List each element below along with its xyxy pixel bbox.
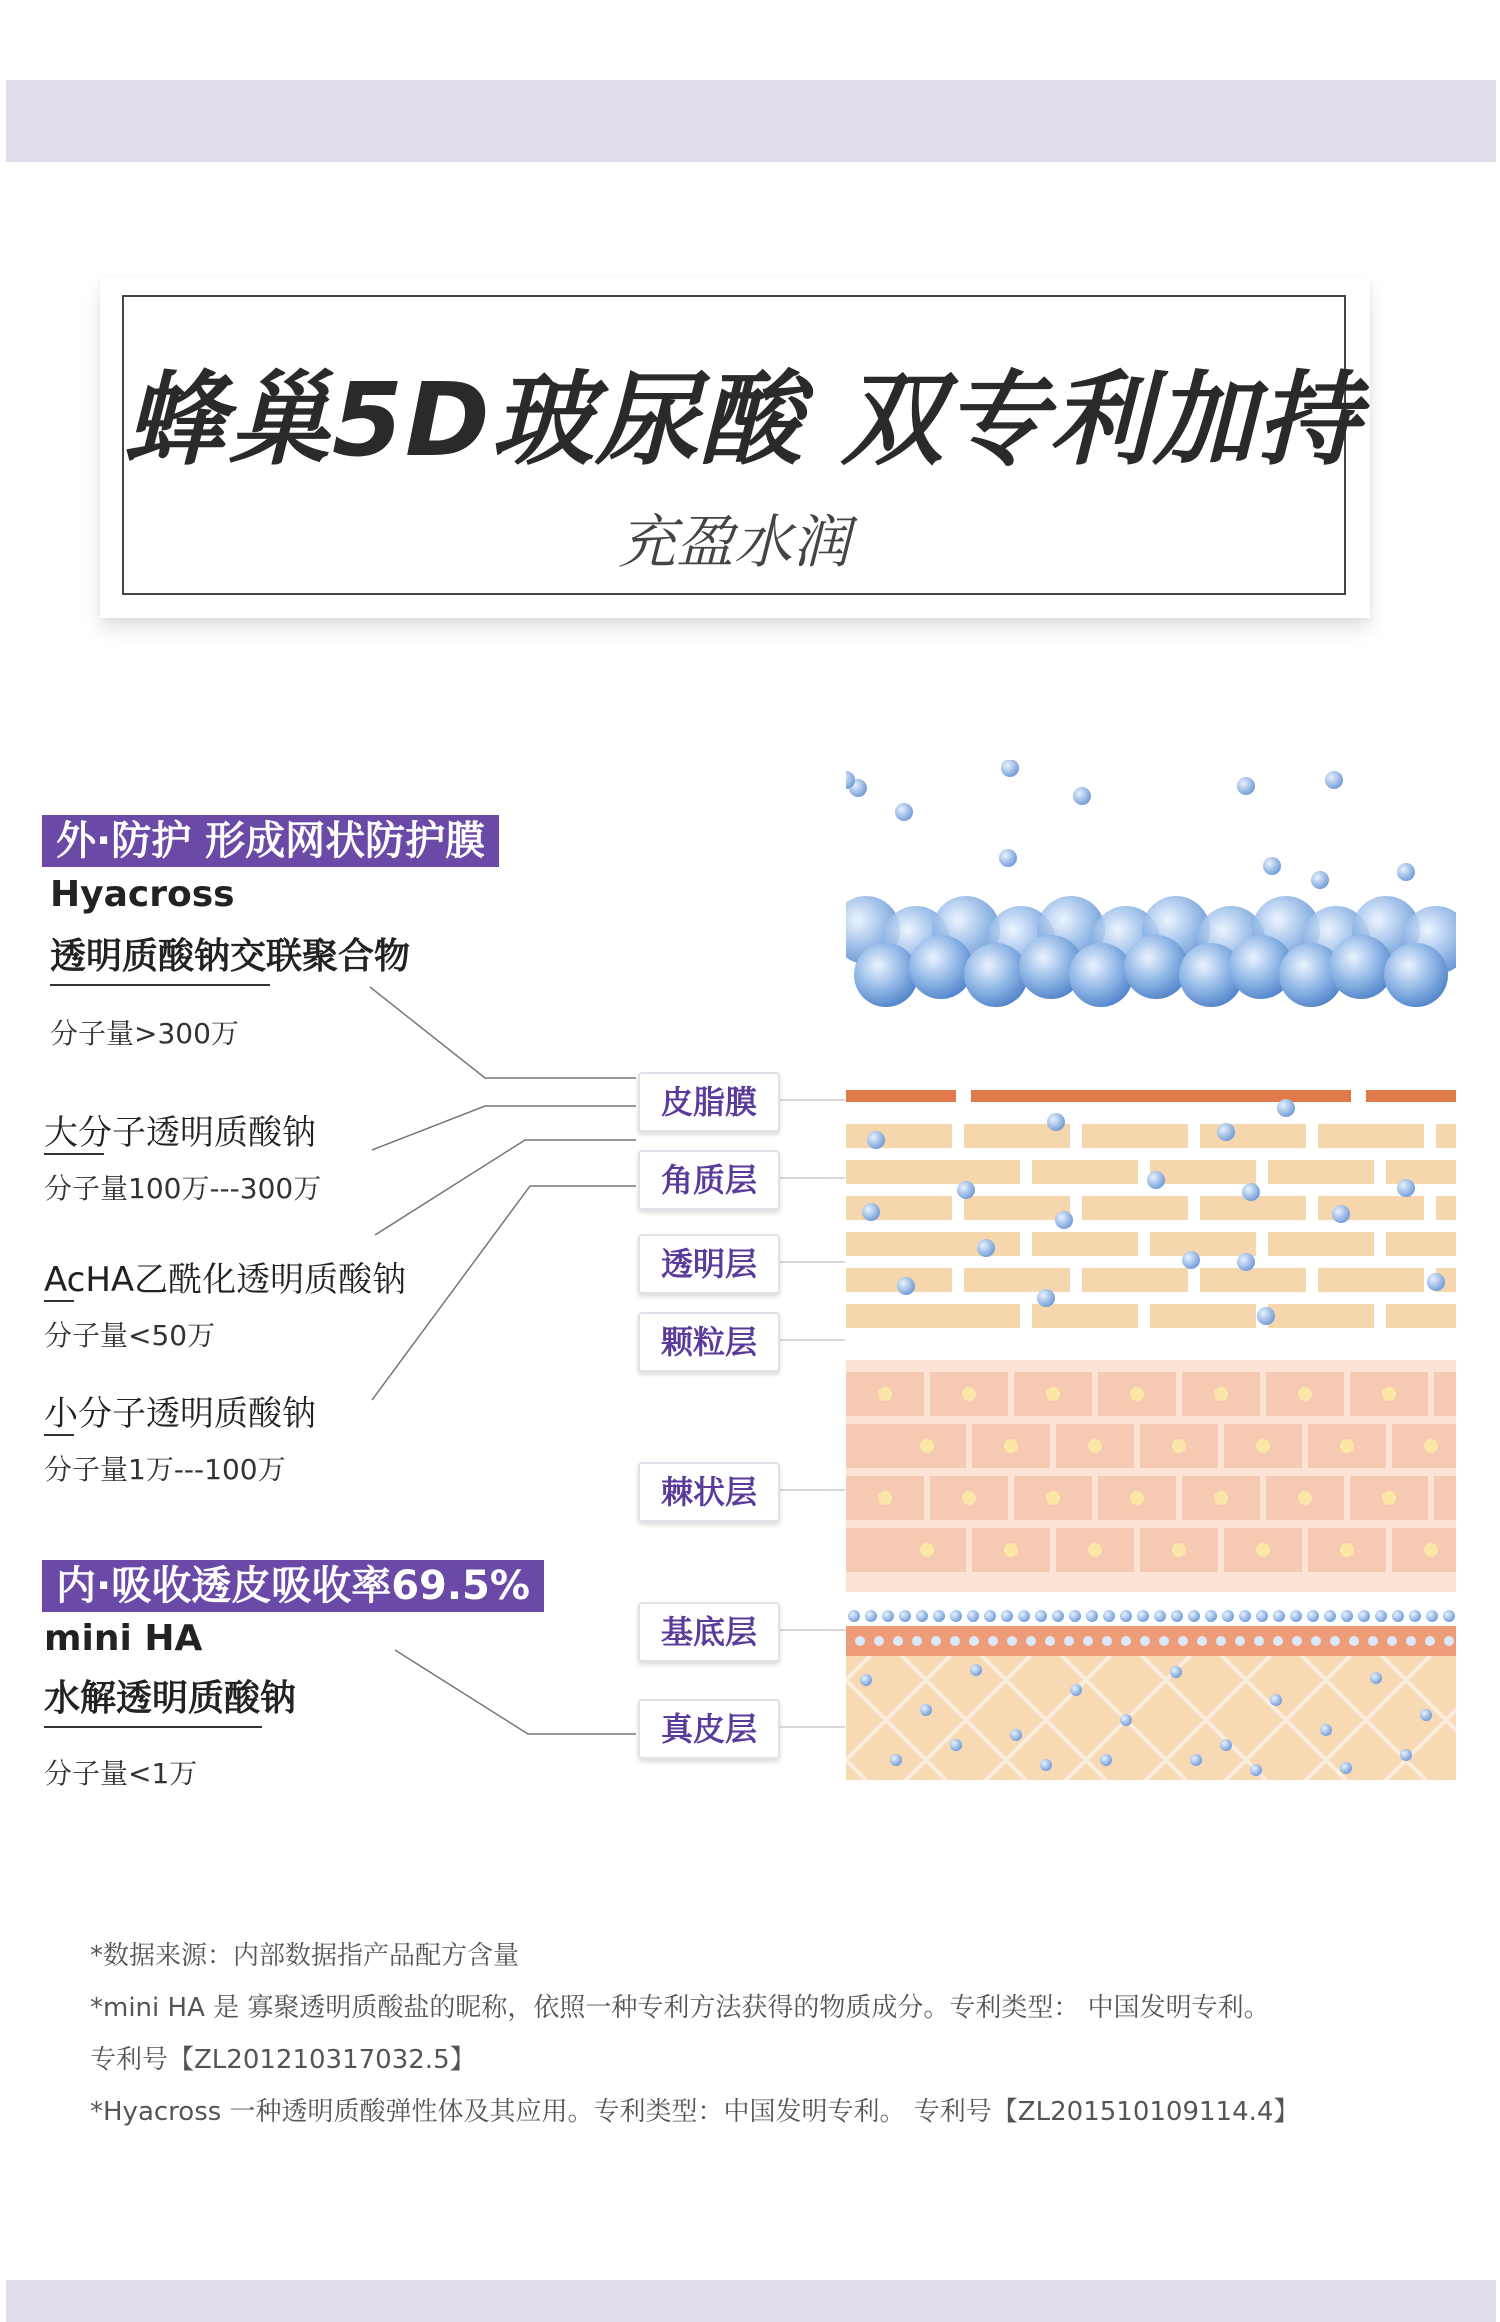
sebum-strip [846,1090,956,1102]
molecule-dot [920,1704,932,1716]
brick [914,1160,1020,1184]
basal-dot [1235,1636,1245,1646]
molecule-dot [862,1203,880,1221]
basal-dot [1154,1610,1166,1622]
ha-bubble [854,943,918,1007]
molecule-dot [1047,1113,1065,1131]
basal-dot [1103,1610,1115,1622]
basal-dot [1256,1610,1268,1622]
molecule-dot [860,1674,872,1686]
large-ha-weight: 分子量100万---300万 [44,1172,322,1205]
page-title: 蜂巢5D玻尿酸 双专利加持 [124,361,1362,480]
brick [1318,1268,1424,1292]
layer-label-sebum: 皮脂膜 [638,1072,780,1132]
basal-dot [1387,1636,1397,1646]
outer-section-tag: 外·防护 形成网状防护膜 [42,815,499,867]
brick [1032,1160,1138,1184]
brick [1386,1160,1456,1184]
acha-name: AcHA乙酰化透明质酸钠 [44,1260,407,1300]
molecule-dot [1220,1739,1232,1751]
layer-label-stratum-basale: 基底层 [638,1602,780,1662]
basal-dot [1121,1636,1131,1646]
brick [846,1196,952,1220]
basal-dot [1324,1610,1336,1622]
small-ha-weight: 分子量1万---100万 [44,1453,286,1486]
basal-dot [950,1636,960,1646]
ha-bubble [1069,943,1133,1007]
basal-dot [1120,1610,1132,1622]
cell-nucleus [920,1439,934,1453]
basal-dot [855,1636,865,1646]
basal-dot [1425,1636,1435,1646]
basal-dot [1052,1610,1064,1622]
molecule-dot [1147,1171,1165,1189]
brick [1032,1304,1138,1328]
molecule-dot [1037,1289,1055,1307]
brick [1200,1124,1306,1148]
hyacross-cn-name: 透明质酸钠交联聚合物 [50,936,411,977]
cell-nucleus [1214,1491,1228,1505]
basal-dot [1330,1636,1340,1646]
cell-nucleus [1088,1543,1102,1557]
floating-molecules [846,760,1415,889]
cell-nucleus [1298,1491,1312,1505]
basal-dot [916,1610,928,1622]
cell-nucleus [1382,1387,1396,1401]
brick [1150,1232,1256,1256]
spinous-cell [1434,1372,1456,1416]
cell-nucleus [1256,1439,1270,1453]
cell-nucleus [1256,1543,1270,1557]
cell-nucleus [1172,1543,1186,1557]
basal-dot [1426,1610,1438,1622]
page-subtitle: 充盈水润 [617,508,850,576]
connector-line [372,1186,636,1400]
molecule-dot [1397,1179,1415,1197]
basal-dot [984,1610,996,1622]
molecule-dot [999,849,1017,867]
connector-line [370,987,636,1078]
cell-nucleus [878,1491,892,1505]
acha-weight: 分子量<50万 [44,1319,216,1352]
molecule-dot [1001,760,1019,777]
cell-nucleus [1340,1543,1354,1557]
basal-dot [1137,1610,1149,1622]
molecule-dot [1190,1754,1202,1766]
brick [1436,1196,1456,1220]
molecule-dot [1250,1764,1262,1776]
brick [1268,1160,1374,1184]
cell-nucleus [878,1387,892,1401]
basal-dot [1392,1610,1404,1622]
brick [1082,1196,1188,1220]
molecule-dot [1427,1273,1445,1291]
brick [964,1268,1070,1292]
basal-dot [882,1610,894,1622]
molecule-dot [1277,1099,1295,1117]
basal-dot [1086,1610,1098,1622]
basal-dot [1035,1610,1047,1622]
molecule-dot [1182,1251,1200,1269]
basal-dot [1273,1636,1283,1646]
cell-nucleus [1088,1439,1102,1453]
basal-dot [1102,1636,1112,1646]
basal-dot [1216,1636,1226,1646]
brick [1268,1304,1374,1328]
cell-nucleus [1340,1439,1354,1453]
brick [964,1196,1070,1220]
basal-dot [1443,1610,1455,1622]
molecule-dot [970,1664,982,1676]
basal-dot [1307,1610,1319,1622]
cell-nucleus [1424,1439,1438,1453]
basal-dot [1409,1610,1421,1622]
basal-dot [967,1610,979,1622]
basal-dot [1273,1610,1285,1622]
basal-dot [1197,1636,1207,1646]
basal-dot [1239,1610,1251,1622]
brick [1150,1304,1256,1328]
molecule-dot [897,1277,915,1295]
basal-dot [893,1636,903,1646]
brick [1268,1232,1374,1256]
connector-line [372,1106,636,1150]
molecule-dot [1170,1666,1182,1678]
molecule-dot [1320,1724,1332,1736]
molecule-dot [1070,1684,1082,1696]
sebum-strip [1366,1090,1456,1102]
basal-dot [1290,1610,1302,1622]
small-ha-name: 小分子透明质酸钠 [44,1394,316,1434]
inner-section-tag: 内·吸收透皮吸收率69.5% [42,1560,544,1612]
basal-dot [931,1636,941,1646]
mini-ha-name: mini HA [44,1618,203,1659]
cell-nucleus [920,1543,934,1557]
basal-dot [1375,1610,1387,1622]
molecule-dot [1270,1694,1282,1706]
molecule-dot [1242,1183,1260,1201]
basal-dot [1159,1636,1169,1646]
layer-label-dermis: 真皮层 [638,1699,780,1759]
ha-bubble [909,935,973,999]
molecule-dot [1040,1759,1052,1771]
brick [1436,1124,1456,1148]
cell-nucleus [1130,1491,1144,1505]
molecule-dot [1010,1729,1022,1741]
brick [1082,1124,1188,1148]
molecule-dot [1420,1709,1432,1721]
dermis-layer [846,1656,1456,1780]
large-ha-name: 大分子透明质酸钠 [44,1113,316,1153]
basal-dot [1311,1636,1321,1646]
basal-dot [1083,1636,1093,1646]
basal-dot [1045,1636,1055,1646]
cell-nucleus [962,1387,976,1401]
basal-dot [1007,1636,1017,1646]
basal-dot [874,1636,884,1646]
brick [1386,1232,1456,1256]
cell-nucleus [1130,1387,1144,1401]
basal-dot [1205,1610,1217,1622]
cell-nucleus [1004,1543,1018,1557]
ha-bubble [1384,943,1448,1007]
brick [1032,1232,1138,1256]
molecule-dot [1237,777,1255,795]
footnote-line: *mini HA 是 寡聚透明质酸盐的昵称，依照一种专利方法获得的物质成分。专利类型： 中国发明专利。 [90,1993,1270,2023]
cell-nucleus [962,1491,976,1505]
molecule-dot [1237,1253,1255,1271]
basal-dot [1292,1636,1302,1646]
molecule-dot [1340,1762,1352,1774]
cell-nucleus [1172,1439,1186,1453]
basal-dot [969,1636,979,1646]
molecule-dot [1120,1714,1132,1726]
cell-nucleus [1004,1439,1018,1453]
basal-dot [1349,1636,1359,1646]
basal-dot [1341,1610,1353,1622]
molecule-dot [1370,1672,1382,1684]
cell-nucleus [1046,1387,1060,1401]
basal-layer [846,1610,1456,1656]
ha-bubble [964,943,1028,1007]
brick [914,1232,1020,1256]
brick [1386,1304,1456,1328]
connector-line [395,1650,636,1734]
molecule-dot [957,1181,975,1199]
hyacross-weight: 分子量>300万 [50,1017,239,1050]
layer-label-stratum-spinosum: 棘状层 [638,1462,780,1522]
basal-dot [1140,1636,1150,1646]
basal-dot [1178,1636,1188,1646]
molecule-dot [1311,871,1329,889]
stratum-corneum-bricks [846,1099,1456,1328]
basal-dot [1018,1610,1030,1622]
basal-dot [933,1610,945,1622]
brick [914,1304,1020,1328]
molecule-dot [1217,1123,1235,1141]
basal-dot [1026,1636,1036,1646]
ha-bubble [1329,935,1393,999]
molecule-dot [1400,1749,1412,1761]
basal-dot [1444,1636,1454,1646]
basal-dot [950,1610,962,1622]
footnote-line: *数据来源：内部数据指产品配方含量 [90,1941,520,1971]
basal-dot [1188,1610,1200,1622]
connector-line [375,1140,636,1235]
molecule-dot [1332,1205,1350,1223]
skin-illustration [846,760,1456,1780]
sebum-strip [971,1090,1351,1102]
basal-dot [1171,1610,1183,1622]
basal-dot [1069,1610,1081,1622]
basal-dot [988,1636,998,1646]
mini-ha-cn-name: 水解透明质酸钠 [44,1678,297,1719]
footnotes [90,1930,1410,2138]
brick [846,1124,952,1148]
cell-nucleus [1046,1491,1060,1505]
basal-dot [1368,1636,1378,1646]
molecule-dot [1263,857,1281,875]
molecule-dot [1055,1211,1073,1229]
molecule-dot [895,803,913,821]
brick [1082,1268,1188,1292]
cell-nucleus [1298,1387,1312,1401]
basal-dot [1064,1636,1074,1646]
ha-bubble [1124,935,1188,999]
molecule-dot [1100,1754,1112,1766]
cell-nucleus [1382,1491,1396,1505]
molecule-dot [867,1131,885,1149]
hyacross-name: Hyacross [50,874,235,915]
molecule-dot [1257,1307,1275,1325]
ha-film-bubbles [846,896,1456,1102]
dermis-net [846,1656,1456,1780]
layer-label-stratum-lucidum: 透明层 [638,1234,780,1294]
molecule-dot [1325,771,1343,789]
basal-dot [1254,1636,1264,1646]
cell-nucleus [1424,1543,1438,1557]
mini-ha-weight: 分子量<1万 [44,1757,198,1790]
molecule-dot [1073,787,1091,805]
basal-dot [1001,1610,1013,1622]
brick [1150,1160,1256,1184]
footnote-line: *Hyacross 一种透明质酸弹性体及其应用。专利类型：中国发明专利。 专利号【ZL201510109114.4】 [90,2097,1300,2127]
brick [1318,1124,1424,1148]
molecule-dot [1397,863,1415,881]
footnote-line: 专利号【ZL201210317032.5】 [90,2045,476,2075]
basal-dot [899,1610,911,1622]
basal-dot [848,1610,860,1622]
basal-dot [1222,1610,1234,1622]
basal-dot [912,1636,922,1646]
bottom-band [6,2280,1496,2322]
basal-dot [1406,1636,1416,1646]
spinous-layer-cells [846,1360,1456,1592]
layer-label-stratum-granulosum: 颗粒层 [638,1312,780,1372]
molecule-dot [977,1239,995,1257]
layer-label-stratum-corneum: 角质层 [638,1150,780,1210]
spinous-cell [1434,1476,1456,1520]
molecule-dot [890,1754,902,1766]
basal-dot [865,1610,877,1622]
basal-dot [1358,1610,1370,1622]
cell-nucleus [1214,1387,1228,1401]
brick [1200,1268,1306,1292]
molecule-dot [950,1739,962,1751]
